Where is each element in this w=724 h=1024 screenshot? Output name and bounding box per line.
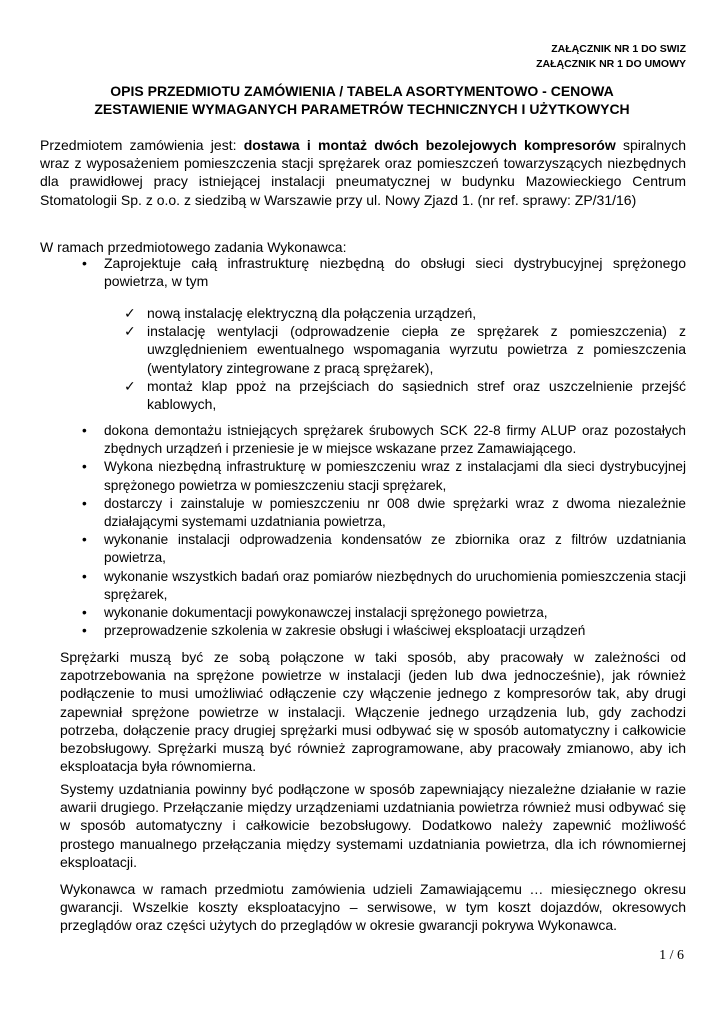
lead-line: W ramach przedmiotowego zadania Wykonawca:	[40, 239, 347, 255]
list-item-text: dostarczy i zainstaluje w pomieszczeniu nr 008 dwie sprężarki wraz z dwoma niezależnie działającymi systemami uzdatniania powietrza,	[104, 495, 686, 530]
document-title	[40, 82, 684, 118]
bullet-list-first	[0, 254, 686, 290]
list-item-text: wykonanie instalacji odprowadzenia kondensatów ze zbiornika oraz z filtrów uzdatniania powietrza,	[104, 532, 686, 566]
page-number: 1 / 6	[659, 948, 684, 963]
list-item	[0, 622, 686, 640]
check-item	[0, 304, 686, 322]
check-icon: ✓	[124, 323, 136, 340]
check-list	[0, 304, 686, 413]
bullet-icon: •	[82, 532, 87, 548]
check-item-text: instalację wentylacji (odprowadzenie ciepła ze sprężarek z pomieszczenia) z uwzględnieniem ewentualnego wspomagania wyrzutu powietrza z pomieszczenia (wentylatory zintegrowane z pracą sprężarek),	[147, 323, 686, 376]
list-item	[0, 495, 686, 531]
list-item	[0, 531, 686, 567]
list-item	[0, 568, 686, 604]
attachment-header	[536, 42, 686, 72]
bullet-icon: •	[82, 255, 87, 271]
attachment-line-1: ZAŁĄCZNIK NR 1 DO SWIZ	[551, 43, 686, 55]
list-item	[0, 422, 686, 458]
bullet-icon: •	[82, 623, 87, 639]
list-item	[0, 254, 686, 290]
intro-rest: spiralnych wraz z wyposażeniem pomieszczenia stacji sprężarek oraz pomieszczeń towarzyszących niezbędnych dla prawidłowej pracy istniejącej instalacji pneumatycznej w budynku Mazowieckiego Centrum Stomatologii Sp. z o.o. z siedzibą w Warszawie przy ul. Nowy Zjazd 1. (nr ref. sprawy: ZP/31/16)	[40, 137, 686, 208]
intro-bold: dostawa i montaż dwóch bezolejowych kompresorów	[243, 137, 616, 153]
list-item-text: dokona demontażu istniejących sprężarek śrubowych SCK 22-8 firmy ALUP oraz pozostałych zbędnych urządzeń i przeniesie je w miejsce wskazane przez Zamawiającego.	[104, 423, 686, 457]
bullet-list	[0, 422, 686, 640]
list-item-text: Zaprojektuje całą infrastrukturę niezbędną do obsługi sieci dystrybucyjnej sprężonego powietrza, w tym	[104, 255, 686, 290]
bullet-icon: •	[82, 605, 87, 621]
check-icon: ✓	[124, 305, 136, 321]
check-icon: ✓	[124, 377, 136, 394]
bullet-icon: •	[82, 495, 87, 511]
list-item-text: wykonanie wszystkich badań oraz pomiarów niezbędnych do uruchomienia pomieszczenia stacji sprężarek,	[104, 568, 686, 602]
check-item-text: nową instalację elektryczną dla połączenia urządzeń,	[147, 305, 477, 321]
list-item	[0, 604, 686, 622]
check-item	[0, 377, 686, 413]
list-item-text: przeprowadzenie szkolenia w zakresie obsługi i właściwej eksploatacji urządzeń	[104, 623, 586, 639]
paragraph-treatment: Systemy uzdatniania powinny być podłączone w sposób zapewniający niezależne działanie w razie awarii drugiego. Przełączanie między urządzeniami uzdatniania powietrza również musi odbywać się w sposób automatyczny i całkowicie bezobsługowy. Dodatkowo należy zapewnić możliwość prostego manualnego przełączania między systemami uzdatniania powietrza, dla ich równomiernej eksploatacji.	[60, 781, 686, 870]
check-item	[0, 322, 686, 377]
list-item-text: Wykona niezbędną infrastrukturę w pomieszczeniu wraz z instalacjami dla sieci dystrybucyjnej sprężonego powietrza w pomieszczeniu stacji sprężarek,	[104, 459, 686, 493]
paragraph-compressors: Sprężarki muszą być ze sobą połączone w taki sposób, aby pracowały w zależności od zapotrzebowania na sprężone powietrze w instalacji (jeden lub dwa jednocześnie), jak również podłączenie to musi umożliwiać odłączenie czy włączenie jednego z kompresorów tak, aby drugi zapewniał sprężone powietrze w instalacji. Włączenie jednego urządzenia lub, gdy zachodzi potrzeba, dołączenie pracy drugiej sprężarki musi odbywać się w sposób automatyczny i całkowicie bezobsługowy. Sprężarki muszą być również zaprogramowane, aby pracowały zmianowo, aby ich eksploatacja była równomierna.	[60, 649, 686, 775]
attachment-line-2: ZAŁĄCZNIK NR 1 DO UMOWY	[536, 58, 686, 70]
intro-prefix: Przedmiotem zamówienia jest:	[40, 137, 244, 153]
bullet-icon: •	[82, 459, 87, 475]
list-item	[0, 458, 686, 494]
paragraph-warranty: Wykonawca w ramach przedmiotu zamówienia udzieli Zamawiającemu … miesięcznego okresu gwarancji. Wszelkie koszty eksploatacyjno – serwisowe, w tym koszt dojazdów, okresowych przeglądów oraz części użytych do przeglądów w okresie gwarancji pokrywa Wykonawca.	[60, 881, 686, 934]
title-line-1: OPIS PRZEDMIOTU ZAMÓWIENIA / TABELA ASORTYMENTOWO - CENOWA	[110, 83, 614, 99]
bullet-icon: •	[82, 423, 87, 438]
title-line-2: ZESTAWIENIE WYMAGANYCH PARAMETRÓW TECHNICZNYCH I UŻYTKOWYCH	[94, 101, 630, 117]
bullet-icon: •	[82, 568, 87, 584]
list-item-text: wykonanie dokumentacji powykonawczej instalacji sprężonego powietrza,	[104, 605, 548, 621]
check-item-text: montaż klap ppoż na przejściach do sąsiednich stref oraz uszczelnienie przejść kablowych,	[147, 377, 686, 413]
intro-paragraph	[40, 136, 686, 209]
